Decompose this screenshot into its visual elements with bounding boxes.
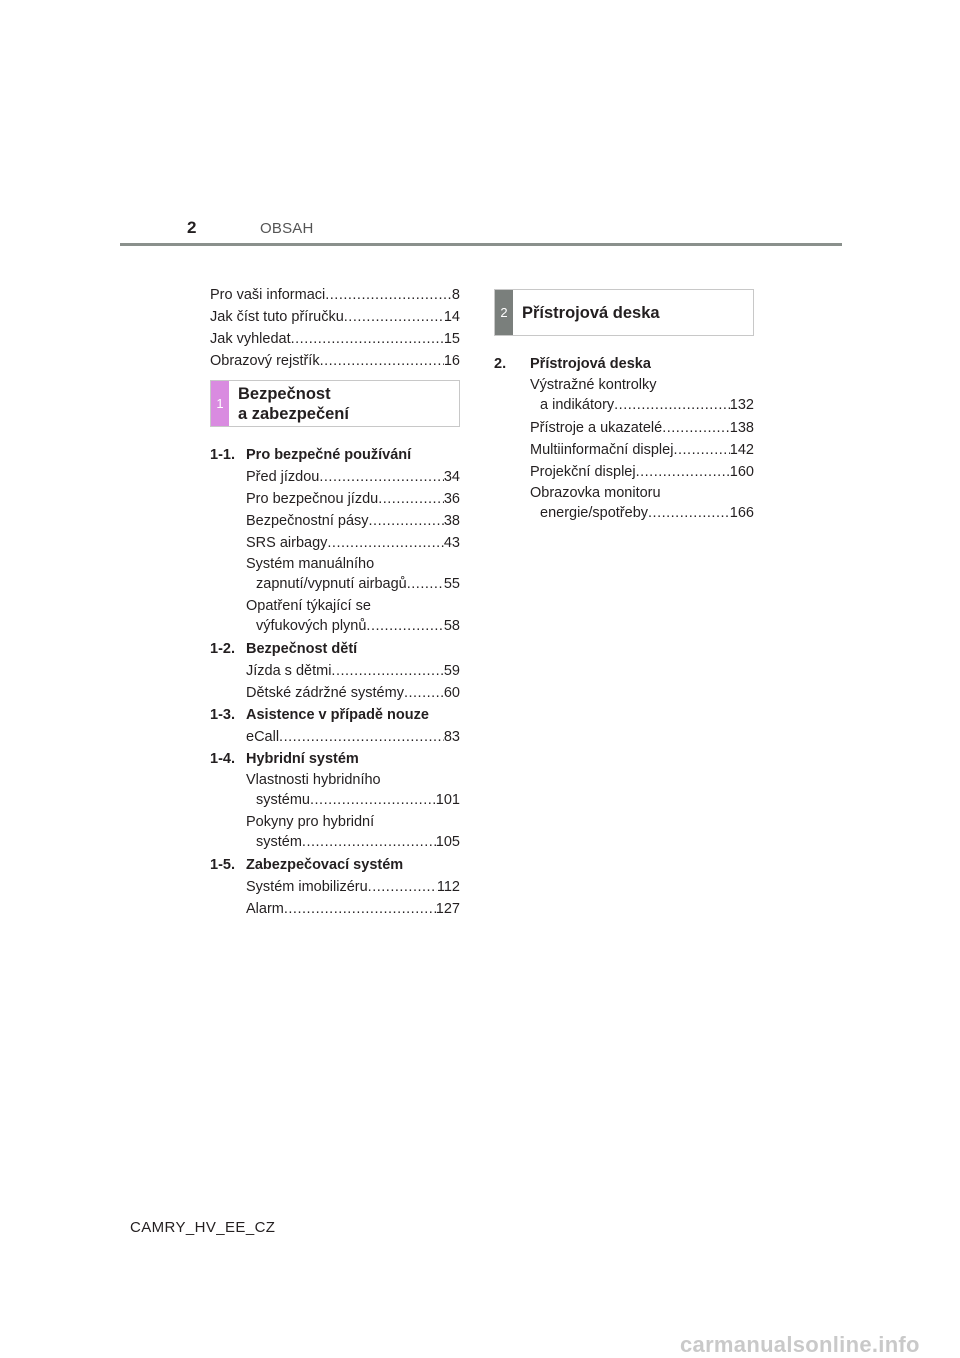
toc-entry-multiline[interactable] [246, 812, 460, 852]
page-ref: 160 [729, 464, 754, 480]
entry-title: Jak číst tuto příručku [210, 309, 344, 325]
chapter-1 [210, 380, 460, 920]
toc-entry-continuation[interactable] [246, 616, 460, 636]
entry-title: energie/spotřeby [540, 505, 649, 521]
dot-leader [648, 503, 730, 523]
dot-leader [614, 395, 730, 415]
toc-left-column [210, 284, 460, 920]
dot-leader [673, 439, 729, 461]
page-ref: 14 [443, 309, 460, 325]
entry-title: zapnutí/vypnutí airbagů [256, 576, 407, 592]
entry-title: Alarm [246, 901, 284, 917]
section-entries [210, 660, 460, 704]
toc-entry-continuation[interactable] [246, 790, 460, 810]
chapter-number-tab: 2 [495, 290, 513, 335]
section-heading[interactable] [210, 704, 460, 726]
section-heading[interactable] [210, 638, 460, 660]
dot-leader [310, 790, 436, 810]
entry-title: eCall [246, 729, 280, 745]
entry-title: Opatření týkající se [246, 598, 371, 614]
chapter-title [229, 381, 349, 426]
section-title: Přístrojová deska [530, 356, 651, 372]
page-ref: 34 [443, 469, 460, 485]
entry-title: Výstražné kontrolky [530, 377, 657, 393]
dot-leader [319, 466, 444, 488]
toc-right-column [494, 289, 754, 525]
section-title: Zabezpečovací systém [246, 857, 404, 873]
page-ref: 58 [443, 618, 460, 634]
section-entries [210, 770, 460, 852]
section-title: Hybridní systém [246, 751, 359, 767]
toc-entry-continuation[interactable] [530, 503, 754, 523]
entry-title: Jak vyhledat [210, 331, 291, 347]
toc-entry[interactable] [246, 876, 460, 898]
entry-title: Systém manuálního [246, 556, 375, 572]
dot-leader [331, 660, 443, 682]
page-ref: 55 [443, 576, 460, 592]
toc-entry[interactable] [246, 726, 460, 748]
page-ref: 101 [435, 792, 460, 808]
page-ref: 15 [443, 331, 460, 347]
entry-title: Projekční displej [530, 464, 636, 480]
chapter-title: Přístrojová deska [522, 303, 660, 322]
dot-leader [320, 350, 444, 372]
entry-title: Obrazovka monitoru [530, 485, 661, 501]
entry-title: Vlastnosti hybridního [246, 772, 381, 788]
toc-entry[interactable] [530, 461, 754, 483]
dot-leader [366, 616, 443, 636]
toc-entry[interactable] [210, 350, 460, 372]
chapter-heading-box[interactable] [494, 289, 754, 336]
dot-leader [284, 898, 436, 920]
toc-entry-multiline[interactable] [246, 596, 460, 636]
chapter-title-line: Bezpečnost [238, 384, 331, 403]
header-rule [120, 243, 842, 246]
page-number: 2 [187, 218, 197, 237]
entry-title: Pro bezpečnou jízdu [246, 491, 379, 507]
section-title: Asistence v případě nouze [246, 707, 429, 723]
toc-entry[interactable] [210, 328, 460, 350]
page-ref: 127 [435, 901, 460, 917]
dot-leader [279, 726, 444, 748]
entry-title: Obrazový rejstřík [210, 353, 320, 369]
document-code: CAMRY_HV_EE_CZ [130, 1219, 276, 1236]
section-entries [494, 375, 754, 523]
section-title: Bezpečnost dětí [246, 641, 358, 657]
dot-leader [327, 532, 443, 554]
section-title: Pro bezpečné používání [246, 447, 412, 463]
toc-entry[interactable] [246, 682, 460, 704]
toc-entry-multiline[interactable] [246, 770, 460, 810]
chapter-title-line: a zabezpečení [238, 404, 349, 423]
section-number: 1-4. [210, 751, 235, 767]
section-entries [210, 876, 460, 920]
entry-title: výfukových plynů [256, 618, 367, 634]
toc-entry-continuation[interactable] [530, 395, 754, 415]
dot-leader [369, 510, 444, 532]
entry-title: systém [256, 834, 302, 850]
entry-title: Systém imobilizéru [246, 879, 368, 895]
entry-title: Multiinformační displej [530, 442, 674, 458]
toc-entry-continuation[interactable] [246, 832, 460, 852]
dot-leader [302, 832, 436, 852]
dot-leader [404, 682, 444, 704]
entry-title: Pro vaši informaci [210, 287, 326, 303]
dot-leader [368, 876, 437, 898]
toc-entry[interactable] [210, 284, 460, 306]
dot-leader [662, 417, 730, 439]
front-matter-list [210, 284, 460, 372]
toc-entry-continuation[interactable] [246, 574, 460, 594]
page-ref: 8 [451, 287, 460, 303]
watermark: carmanualsonline.info [680, 1332, 920, 1357]
entry-title: Dětské zádržné systémy [246, 685, 404, 701]
entry-title: Pokyny pro hybridní [246, 814, 375, 830]
toc-entry-multiline[interactable] [530, 483, 754, 523]
page-ref: 112 [436, 879, 460, 895]
page-ref: 43 [443, 535, 460, 551]
chapter-2 [494, 289, 754, 523]
section-number: 1-3. [210, 707, 235, 723]
section-heading[interactable] [210, 748, 460, 770]
page-ref: 59 [443, 663, 460, 679]
toc-entry[interactable] [246, 898, 460, 920]
toc-entry[interactable] [210, 306, 460, 328]
chapter-heading-box[interactable] [210, 380, 460, 427]
dot-leader [636, 461, 730, 483]
section-heading[interactable] [210, 854, 460, 876]
section-heading[interactable] [210, 444, 460, 466]
page-ref: 105 [435, 834, 460, 850]
chapter-number-tab: 1 [211, 381, 229, 426]
toc-entry-multiline[interactable] [530, 375, 754, 415]
toc-entry[interactable] [246, 466, 460, 488]
entry-title: Před jízdou [246, 469, 320, 485]
chapter-title-text [238, 384, 349, 424]
toc-entry[interactable] [246, 510, 460, 532]
toc-entry[interactable] [530, 439, 754, 461]
dot-leader [344, 306, 444, 328]
toc-entry[interactable] [246, 660, 460, 682]
chapter-sections [494, 353, 754, 523]
page-ref: 138 [729, 420, 754, 436]
section-number: 1-2. [210, 641, 235, 657]
dot-leader [291, 328, 444, 350]
section-number: 2. [494, 356, 507, 372]
chapter-sections [210, 444, 460, 920]
page-header [120, 0, 842, 247]
section-number: 1-1. [210, 447, 235, 463]
section-heading[interactable] [494, 353, 754, 375]
page-ref: 60 [443, 685, 460, 701]
page-ref: 16 [443, 353, 460, 369]
entry-title: Jízda s dětmi [246, 663, 332, 679]
page-ref: 142 [729, 442, 754, 458]
page-ref: 83 [443, 729, 460, 745]
page-ref: 132 [729, 397, 754, 413]
page-ref: 36 [443, 491, 460, 507]
header-title: OBSAH [260, 220, 314, 237]
entry-title: Bezpečnostní pásy [246, 513, 369, 529]
toc-entry[interactable] [246, 488, 460, 510]
entry-title: SRS airbagy [246, 535, 328, 551]
section-number: 1-5. [210, 857, 235, 873]
dot-leader [378, 488, 444, 510]
entry-title: Přístroje a ukazatelé [530, 420, 663, 436]
section-entries [210, 726, 460, 748]
toc-entry[interactable] [530, 417, 754, 439]
section-entries [210, 466, 460, 636]
entry-title: systému [256, 792, 310, 808]
dot-leader [325, 284, 452, 306]
toc-entry-multiline[interactable] [246, 554, 460, 594]
page-ref: 38 [443, 513, 460, 529]
page-ref: 166 [729, 505, 754, 521]
dot-leader [407, 574, 444, 594]
entry-title: a indikátory [540, 397, 615, 413]
toc-entry[interactable] [246, 532, 460, 554]
